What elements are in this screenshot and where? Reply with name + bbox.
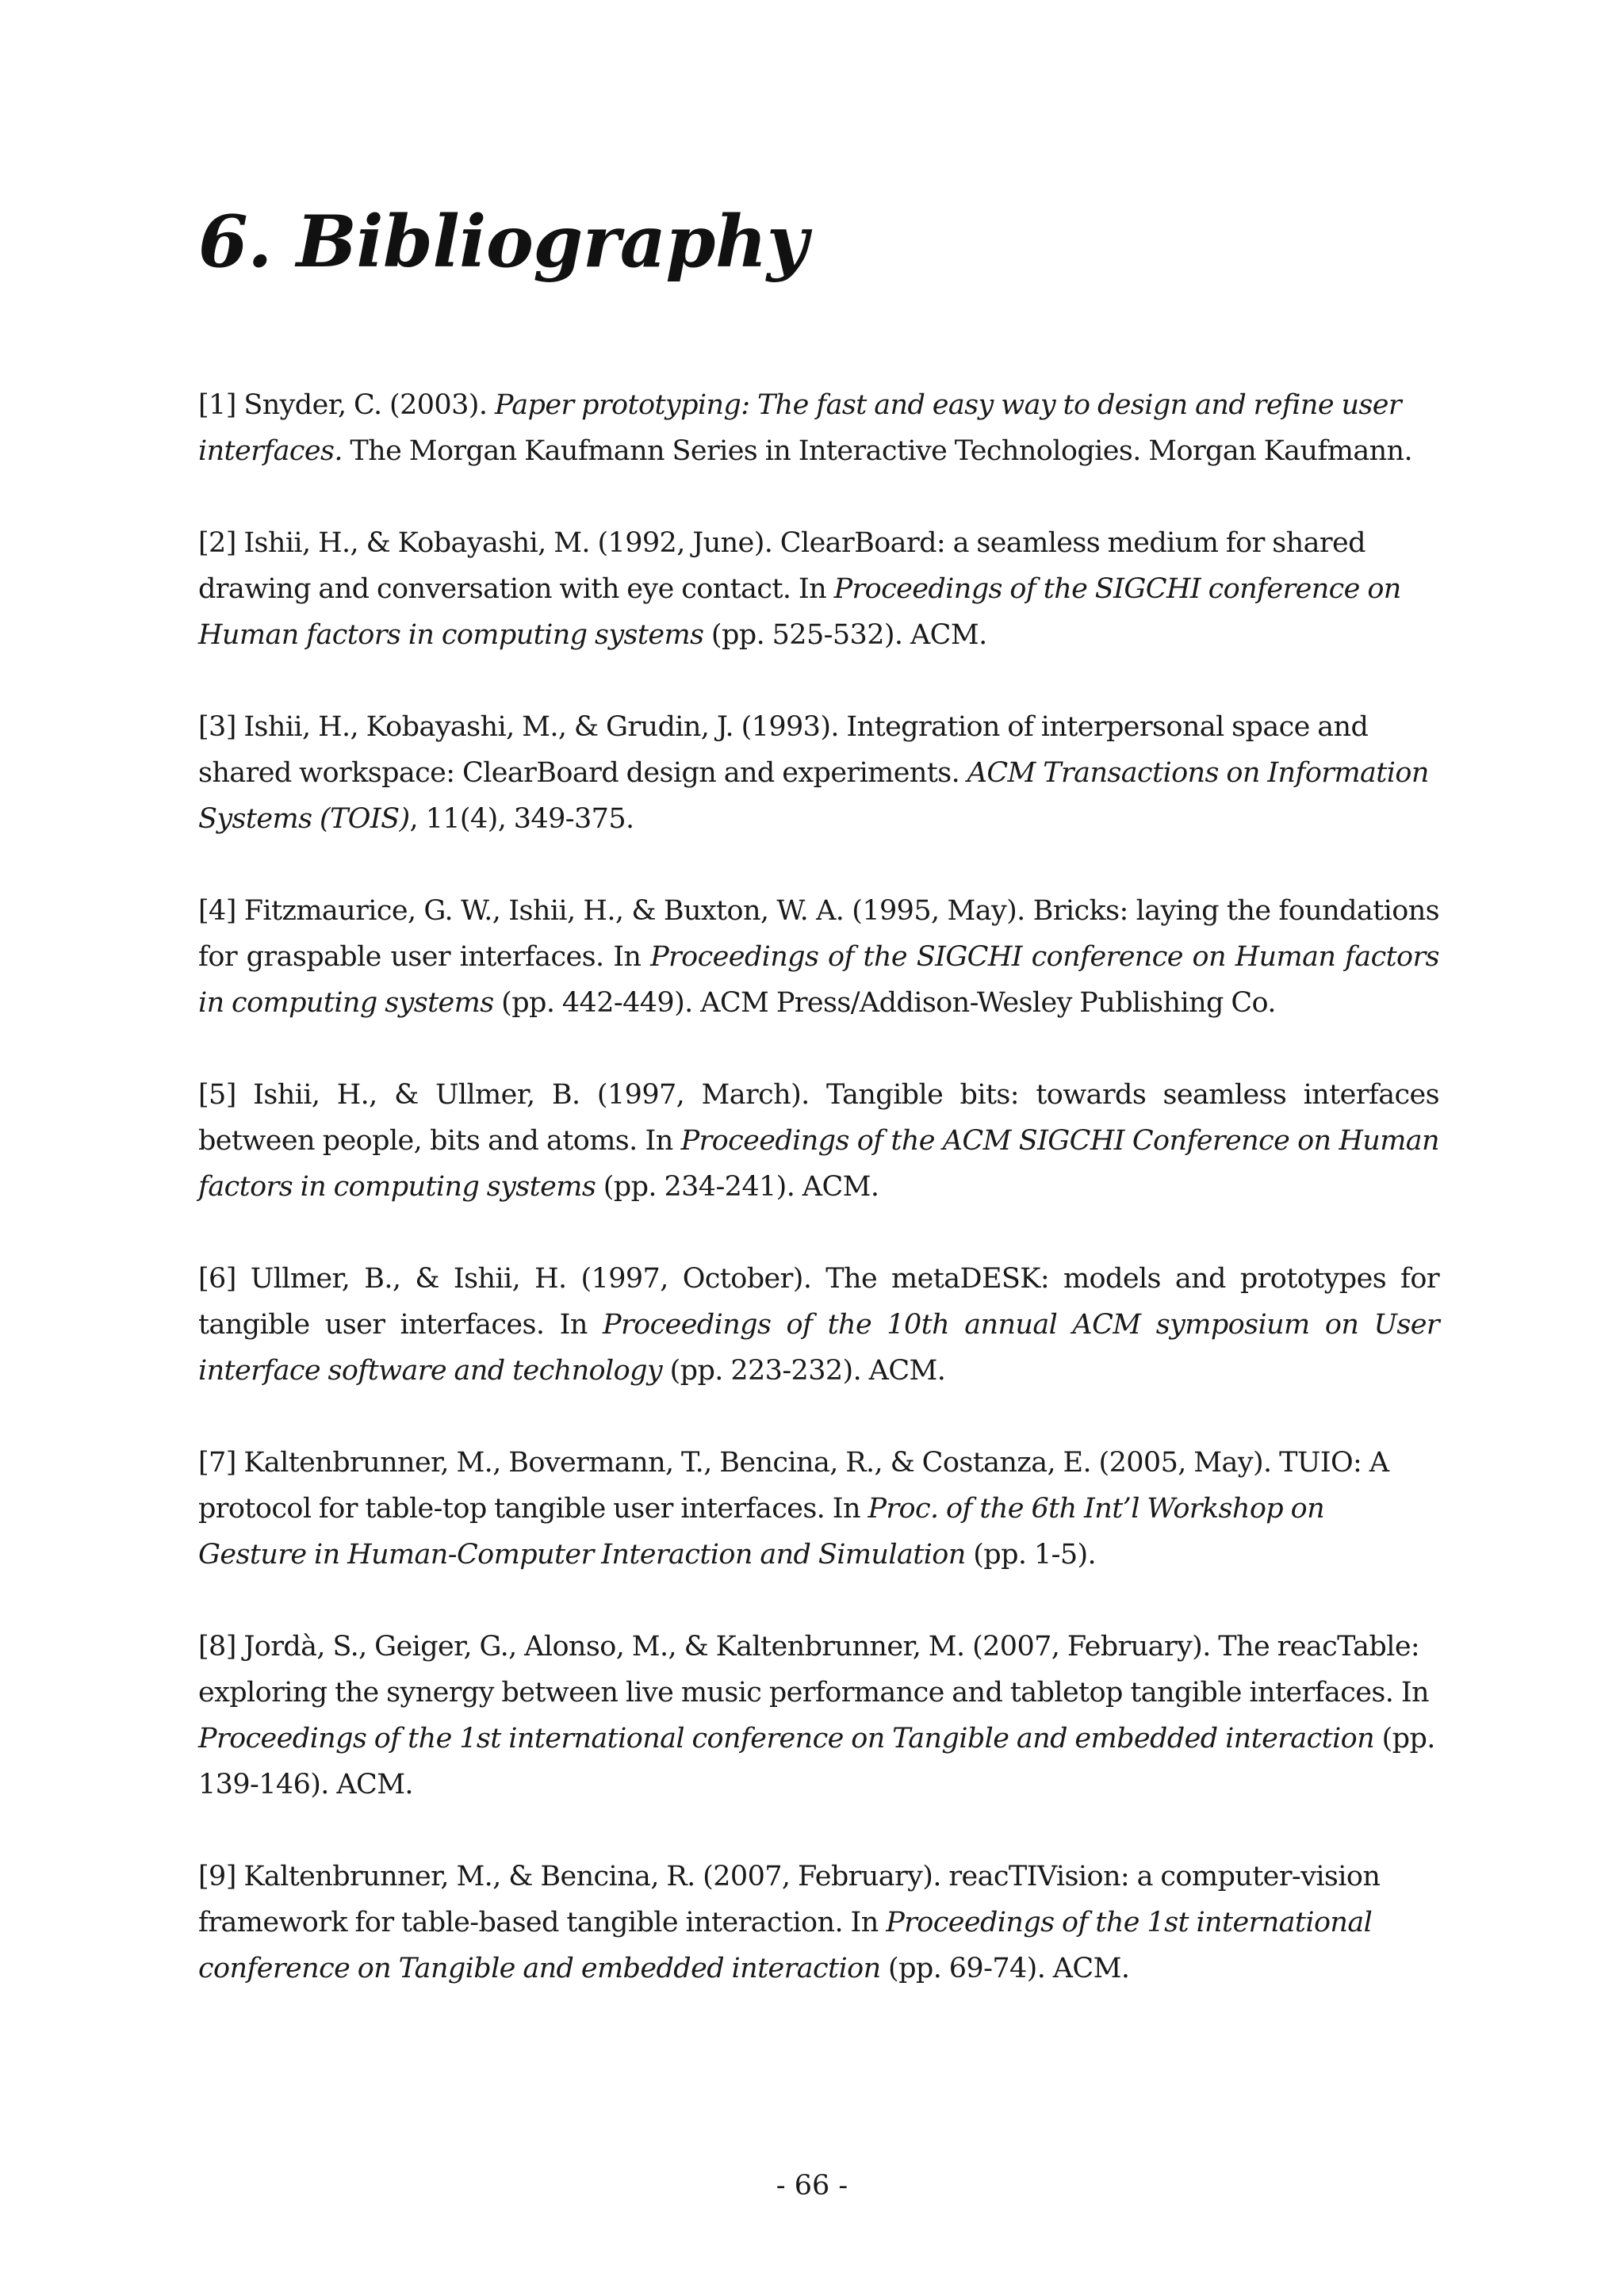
reference-text: Ishii, H., & Ullmer, B. (1997, March). Tangible bits: towards seamless interfaces between people, bits and atoms. In <box>198 1079 1439 1157</box>
reference-number: [9] <box>198 1861 236 1892</box>
reference-number: [2] <box>198 527 236 559</box>
reference-text: Ishii, H., & Kobayashi, M. (1992, June). ClearBoard: a seamless medium for shared drawing and conversation with eye contact. In <box>198 527 1365 605</box>
reference-source-title: Proceedings of the 10th annual ACM symposium on User interface software and technology <box>198 1309 1439 1387</box>
reference-item <box>198 1256 1439 1394</box>
reference-number: [6] <box>198 1263 236 1295</box>
reference-item <box>198 888 1439 1026</box>
document-page <box>198 0 1439 2296</box>
page-number: - 66 - <box>776 2170 848 2202</box>
reference-source-title: Proceedings of the 1st international conference on Tangible and embedded interaction <box>198 1723 1375 1755</box>
reference-text: Jordà, S., Geiger, G., Alonso, M., & Kaltenbrunner, M. (2007, February). The reacTable: exploring the synergy between live music performance and tabletop tangible interfaces. In <box>198 1631 1429 1709</box>
reference-source-title: Proceedings of the SIGCHI conference on Human factors in computing systems <box>198 573 1401 651</box>
reference-details: (pp. 223-232). ACM. <box>662 1355 946 1387</box>
reference-text: Ullmer, B., & Ishii, H. (1997, October). The metaDESK: models and prototypes for tangible user interfaces. In <box>198 1263 1439 1341</box>
reference-text: Kaltenbrunner, M., & Bencina, R. (2007, February). reacTIVision: a computer-vision framework for table-based tangible interaction. In <box>198 1861 1381 1938</box>
reference-details: (pp. 1-5). <box>965 1539 1097 1571</box>
reference-item <box>198 1072 1439 1210</box>
reference-details: (pp. 69-74). ACM. <box>880 1953 1130 1984</box>
reference-details: (pp. 139-146). ACM. <box>198 1723 1435 1800</box>
reference-details: (pp. 442-449). ACM Press/Addison-Wesley Publishing Co. <box>493 987 1276 1019</box>
reference-source-title: Proceedings of the ACM SIGCHI Conference on Human factors in computing systems <box>198 1125 1439 1203</box>
reference-number: [3] <box>198 711 236 743</box>
reference-number: [7] <box>198 1447 236 1479</box>
reference-details: , 11(4), 349-375. <box>409 803 634 835</box>
reference-text: Fitzmaurice, G. W., Ishii, H., & Buxton, W. A. (1995, May). Bricks: laying the foundations for graspable user interfaces. In <box>198 895 1439 973</box>
reference-item <box>198 1440 1439 1578</box>
reference-item <box>198 1624 1439 1808</box>
reference-number: [1] <box>198 389 236 421</box>
reference-text: Snyder, C. (2003). <box>243 389 495 421</box>
reference-text: Kaltenbrunner, M., Bovermann, T., Bencina, R., & Costanza, E. (2005, May). TUIO: A protocol for table-top tangible user interfaces. In <box>198 1447 1389 1525</box>
reference-source-title: Proceedings of the 1st international conference on Tangible and embedded interaction <box>198 1907 1373 1984</box>
chapter-title: 6. Bibliography <box>198 200 808 284</box>
reference-source-title: Paper prototyping: The fast and easy way to design and refine user interfaces. <box>198 389 1402 467</box>
reference-source-title: Proceedings of the SIGCHI conference on Human factors in computing systems <box>198 941 1440 1019</box>
reference-details: The Morgan Kaufmann Series in Interactive Technologies. Morgan Kaufmann. <box>342 435 1413 467</box>
reference-details: (pp. 234-241). ACM. <box>596 1171 879 1203</box>
reference-list <box>198 382 1439 2038</box>
reference-item <box>198 520 1439 658</box>
reference-item <box>198 382 1439 474</box>
reference-number: [4] <box>198 895 236 927</box>
reference-number: [8] <box>198 1631 236 1663</box>
reference-item <box>198 704 1439 842</box>
reference-item <box>198 1854 1439 1992</box>
reference-details: (pp. 525-532). ACM. <box>703 619 987 651</box>
reference-number: [5] <box>198 1079 236 1111</box>
reference-source-title: ACM Transactions on Information Systems (TOIS) <box>198 757 1429 835</box>
reference-source-title: Proc. of the 6th Int’l Workshop on Gesture in Human-Computer Interaction and Simulation <box>198 1493 1325 1571</box>
reference-text: Ishii, H., Kobayashi, M., & Grudin, J. (1993). Integration of interpersonal space and shared workspace: ClearBoard design and experiments. <box>198 711 1369 789</box>
